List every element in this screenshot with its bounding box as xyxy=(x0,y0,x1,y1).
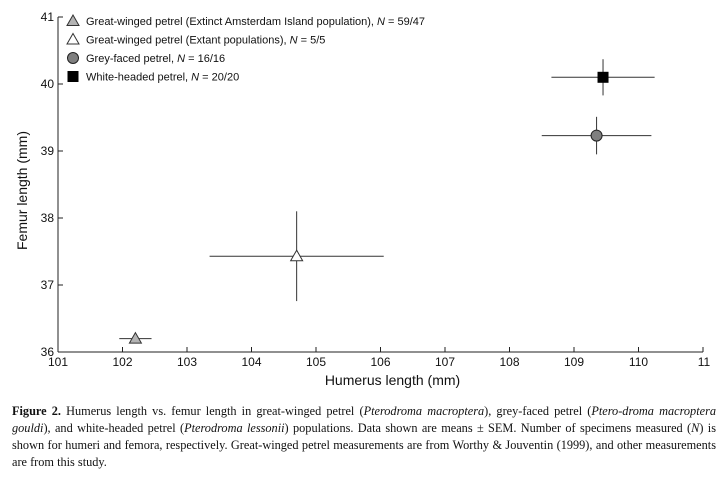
y-tick-label: 37 xyxy=(40,278,54,292)
data-point xyxy=(291,250,303,261)
x-tick-label: 103 xyxy=(176,355,198,369)
x-tick-label: 108 xyxy=(499,355,520,369)
legend-marker xyxy=(68,72,78,82)
legend-marker xyxy=(68,53,79,64)
data-point xyxy=(598,72,608,82)
y-tick-label: 39 xyxy=(40,144,54,158)
x-tick-label: 107 xyxy=(434,355,456,369)
x-axis-title: Humerus length (mm) xyxy=(324,372,461,388)
x-tick-label: 102 xyxy=(112,355,133,369)
legend-marker xyxy=(67,34,79,45)
x-tick-label: 109 xyxy=(563,355,585,369)
caption-text-4: ) populations. Data shown are means ± SEM. Number of specimens measured ( xyxy=(284,421,692,435)
y-tick-label: 41 xyxy=(40,10,54,24)
x-tick-label: 106 xyxy=(370,355,391,369)
data-point xyxy=(129,333,141,344)
x-tick-label: 101 xyxy=(47,355,69,369)
legend-marker xyxy=(67,15,79,26)
figure-caption xyxy=(12,403,716,471)
y-axis-title: Femur length (mm) xyxy=(14,130,30,251)
x-tick-label: 11 xyxy=(697,355,711,369)
x-tick-label: 104 xyxy=(241,355,262,369)
caption-n-symbol: N xyxy=(691,421,700,435)
caption-figure-label: Figure 2. xyxy=(12,404,61,418)
legend-entry-label: Great-winged petrel (Extinct Amsterdam Island population), N = 59/47 xyxy=(86,16,426,28)
caption-species-3: Pterodroma lessonii xyxy=(184,421,285,435)
y-tick-label: 36 xyxy=(40,345,54,359)
data-marks xyxy=(119,59,654,343)
caption-text-3: ), and white-headed petrel ( xyxy=(43,421,185,435)
y-tick-label: 40 xyxy=(40,77,54,91)
caption-species-1: Pterodroma macroptera xyxy=(363,404,485,418)
legend xyxy=(67,15,425,84)
caption-species-2: Ptero-droma macroptera gouldi xyxy=(12,404,717,435)
x-tick-label: 105 xyxy=(305,355,327,369)
caption-text-2: ), grey-faced petrel ( xyxy=(484,404,592,418)
legend-entry-label: Great-winged petrel (Extant populations), N = 5/5 xyxy=(86,34,326,47)
data-point xyxy=(591,130,602,141)
caption-text-5: ) is shown for humeri and femora, respectively. Great-winged petrel measurements are from Worthy & Jouventin (1999), and other measurements are from this study. xyxy=(12,421,717,469)
legend-entry-label: Grey-faced petrel, N = 16/16 xyxy=(86,53,226,65)
caption-text-1: Humerus length vs. femur length in great-winged petrel ( xyxy=(60,404,364,418)
legend-entry-label: White-headed petrel, N = 20/20 xyxy=(86,71,240,84)
x-tick-label: 110 xyxy=(628,355,649,369)
y-tick-label: 38 xyxy=(40,211,54,225)
